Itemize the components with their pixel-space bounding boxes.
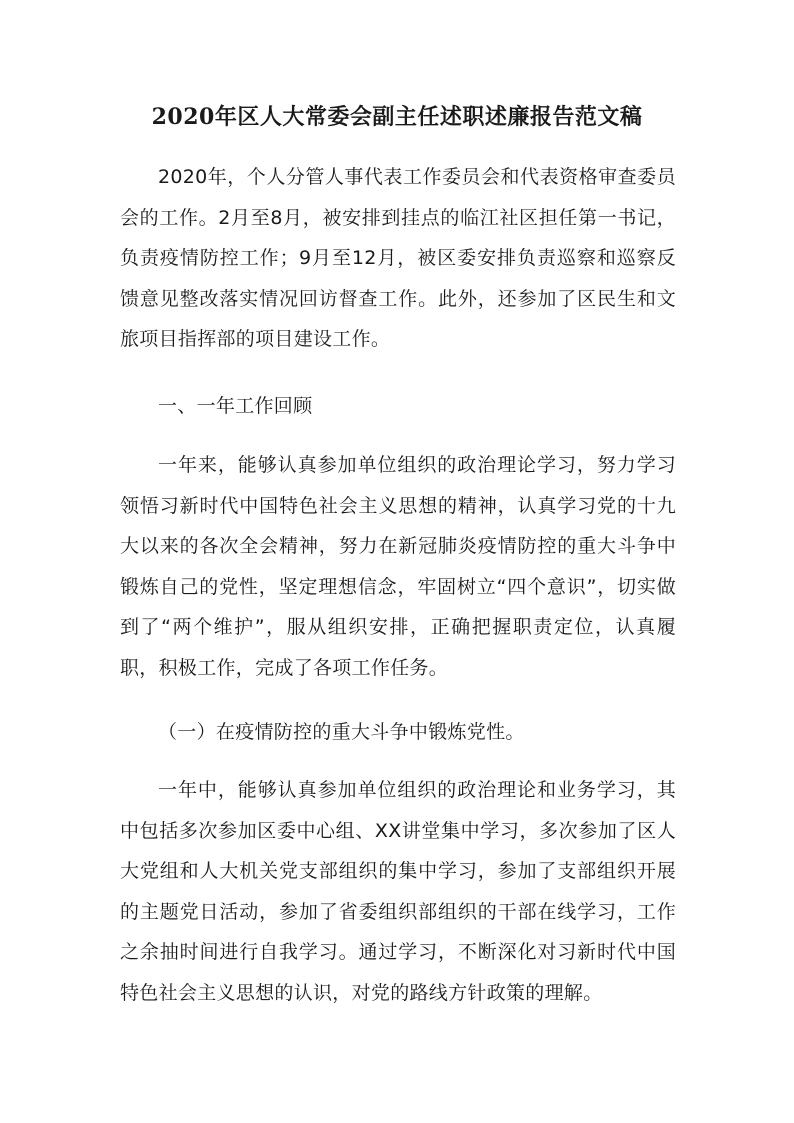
paragraph-intro: 2020年，个人分管人事代表工作委员会和代表资格审查委员会的工作。2月至8月，被安排到挂点的临江社区担任第一书记，负责疫情防控工作；9月至12月，被区委安排负责巡察和巡察反馈意见整改落实情况回访督查工作。此外，还参加了区民生和文旅项目指挥部的项目建设工作。 — [120, 166, 676, 350]
section-heading-review: 一、一年工作回顾 — [158, 395, 313, 417]
paragraph-review: 一年来，能够认真参加单位组织的政治理论学习，努力学习领悟习新时代中国特色社会主义思想的精神，认真学习党的十九大以来的各次全会精神，努力在新冠肺炎疫情防控的重大斗争中锻炼自己的党性，坚定理想信念，牢固树立“四个意识”，切实做到了“两个维护”，服从组织安排，正确把握职责定位，认真履职，积极工作，完成了各项工作任务。 — [120, 454, 676, 679]
paragraph-study: 一年中，能够认真参加单位组织的政治理论和业务学习，其中包括多次参加区委中心组、XX讲堂集中学习，多次参加了区人大党组和人大机关党支部组织的集中学习，参加了支部组织开展的主题党日活动，参加了省委组织部组织的干部在线学习，工作之余抽时间进行自我学习。通过学习，不断深化对习新时代中国特色社会主义思想的认识，对党的路线方针政策的理解。 — [120, 779, 676, 1004]
subsection-heading-epidemic: （一）在疫情防控的重大斗争中锻炼党性。 — [158, 721, 525, 743]
document-title: 2020年区人大常委会副主任述职述廉报告范文稿 — [151, 104, 643, 130]
